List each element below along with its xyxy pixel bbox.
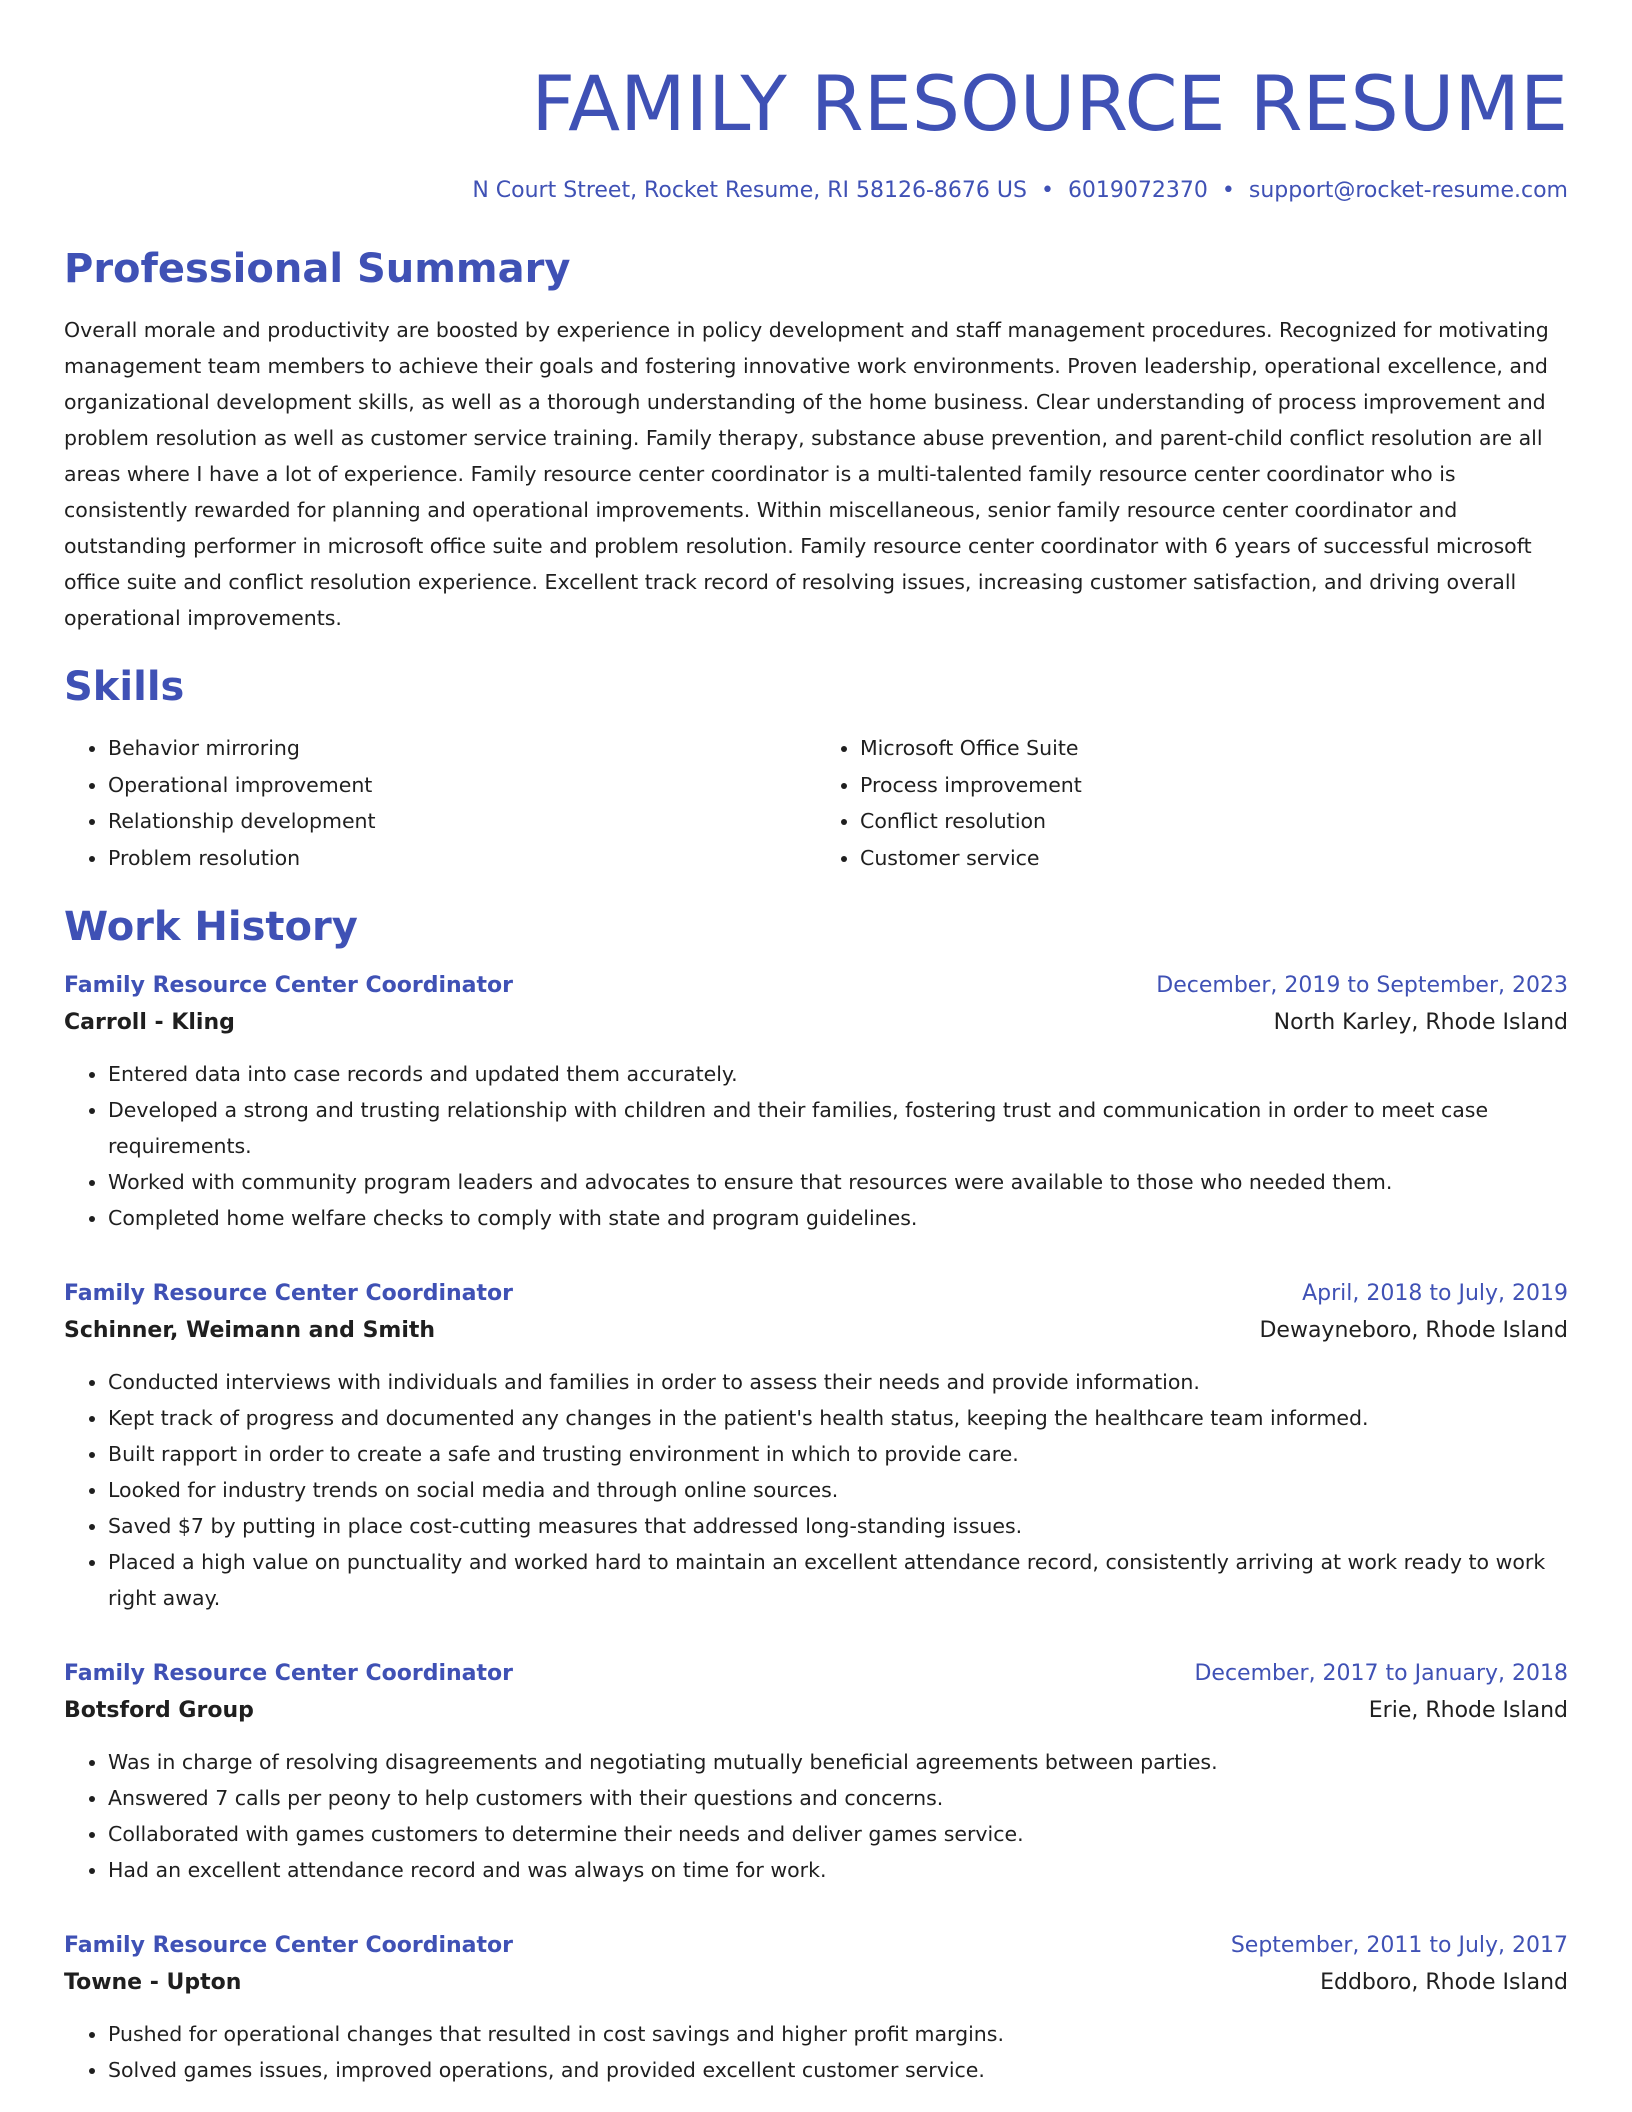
job-entry <box>64 1656 1568 1888</box>
job-location: North Karley, Rhode Island <box>1273 1010 1568 1035</box>
job-title: Family Resource Center Coordinator <box>64 1661 513 1686</box>
summary-heading: Professional Summary <box>64 246 571 292</box>
job-company: Schinner, Weimann and Smith <box>64 1318 436 1343</box>
skills-column-right <box>816 730 1568 876</box>
job-bullet: • Worked with community program leaders and advocates to ensure that resources were available to those who needed them. <box>108 1164 1568 1200</box>
job-entry <box>64 1276 1568 1616</box>
resume-name: FAMILY RESOURCE RESUME <box>531 59 1568 148</box>
skill-item: • Behavior mirroring <box>108 730 816 767</box>
job-bullet: • Conducted interviews with individuals and families in order to assess their needs and provide information. <box>108 1364 1568 1400</box>
job-bullet: • Solved games issues, improved operations, and provided excellent customer service. <box>108 2052 1568 2088</box>
job-bullet: • Built rapport in order to create a safe and trusting environment in which to provide care. <box>108 1436 1568 1472</box>
resume-page <box>64 0 1568 2088</box>
job-title: Family Resource Center Coordinator <box>64 973 513 998</box>
skills-list <box>64 730 1568 876</box>
job-bullet: • Completed home welfare checks to comply with state and program guidelines. <box>108 1200 1568 1236</box>
job-bullet: • Saved $7 by putting in place cost-cutting measures that addressed long-standing issues. <box>108 1508 1568 1544</box>
skill-item: • Relationship development <box>108 803 816 840</box>
skills-column-left <box>64 730 816 876</box>
job-bullet: • Looked for industry trends on social media and through online sources. <box>108 1472 1568 1508</box>
skill-item: • Conflict resolution <box>860 803 1568 840</box>
job-company: Towne - Upton <box>64 1970 242 1995</box>
job-bullet: • Kept track of progress and documented any changes in the patient's health status, keeping the healthcare team informed. <box>108 1400 1568 1436</box>
job-location: Erie, Rhode Island <box>1368 1698 1568 1723</box>
job-location: Eddboro, Rhode Island <box>1320 1970 1568 1995</box>
job-bullets <box>64 2016 1568 2088</box>
job-location: Dewayneboro, Rhode Island <box>1259 1318 1568 1343</box>
contact-separator: • <box>1221 178 1235 203</box>
job-entry <box>64 1928 1568 2088</box>
skill-item: • Customer service <box>860 840 1568 877</box>
job-bullet: • Collaborated with games customers to determine their needs and deliver games service. <box>108 1816 1568 1852</box>
skill-item: • Microsoft Office Suite <box>860 730 1568 767</box>
job-company: Carroll - Kling <box>64 1010 235 1035</box>
job-bullet: • Developed a strong and trusting relationship with children and their families, fostering trust and communication in order to meet case requirements. <box>108 1092 1568 1164</box>
job-bullet: • Entered data into case records and updated them accurately. <box>108 1056 1568 1092</box>
job-dates: December, 2017 to January, 2018 <box>1194 1661 1568 1686</box>
contact-address: N Court Street, Rocket Resume, RI 58126-8676 US <box>472 178 1027 203</box>
contact-separator: • <box>1040 178 1054 203</box>
skill-item: • Problem resolution <box>108 840 816 877</box>
job-bullet: • Pushed for operational changes that resulted in cost savings and higher profit margins. <box>108 2016 1568 2052</box>
job-bullets <box>64 1056 1568 1236</box>
job-bullets <box>64 1364 1568 1616</box>
job-dates: April, 2018 to July, 2019 <box>1302 1281 1568 1306</box>
job-title: Family Resource Center Coordinator <box>64 1281 513 1306</box>
contact-info <box>64 176 1568 206</box>
contact-phone: 6019072370 <box>1067 178 1208 203</box>
job-bullet: • Had an excellent attendance record and was always on time for work. <box>108 1852 1568 1888</box>
summary-text: Overall morale and productivity are boosted by experience in policy development and staff management procedures. Recognized for motivating management team members to achieve their goals and fostering innovative work environments. Proven leadership, operational excellence, and organizational development skills, as well as a thorough understanding of the home business. Clear understanding of process improvement and problem resolution as well as customer service training. Family therapy, substance abuse prevention, and parent-child conflict resolution are all areas where I have a lot of experience. Family resource center coordinator is a multi-talented family resource center coordinator who is consistently rewarded for planning and operational improvements. Within miscellaneous, senior family resource center coordinator and outstanding performer in microsoft office suite and problem resolution. Family resource center coordinator with 6 years of successful microsoft office suite and conflict resolution experience. Excellent track record of resolving issues, increasing customer satisfaction, and driving overall operational improvements. <box>64 318 1549 630</box>
job-bullet: • Placed a high value on punctuality and worked hard to maintain an excellent attendance record, consistently arriving at work ready to work right away. <box>108 1544 1568 1616</box>
job-dates: September, 2011 to July, 2017 <box>1230 1933 1568 1958</box>
job-bullet: • Was in charge of resolving disagreements and negotiating mutually beneficial agreements between parties. <box>108 1744 1568 1780</box>
contact-email[interactable]: support@rocket-resume.com <box>1248 178 1568 203</box>
skill-item: • Process improvement <box>860 767 1568 804</box>
job-entry <box>64 968 1568 1236</box>
job-bullets <box>64 1744 1568 1888</box>
job-bullet: • Answered 7 calls per peony to help customers with their questions and concerns. <box>108 1780 1568 1816</box>
work-history-heading: Work History <box>64 904 358 950</box>
skill-item: • Operational improvement <box>108 767 816 804</box>
skills-heading: Skills <box>64 664 185 710</box>
job-company: Botsford Group <box>64 1698 254 1723</box>
job-dates: December, 2019 to September, 2023 <box>1156 973 1568 998</box>
job-title: Family Resource Center Coordinator <box>64 1933 513 1958</box>
